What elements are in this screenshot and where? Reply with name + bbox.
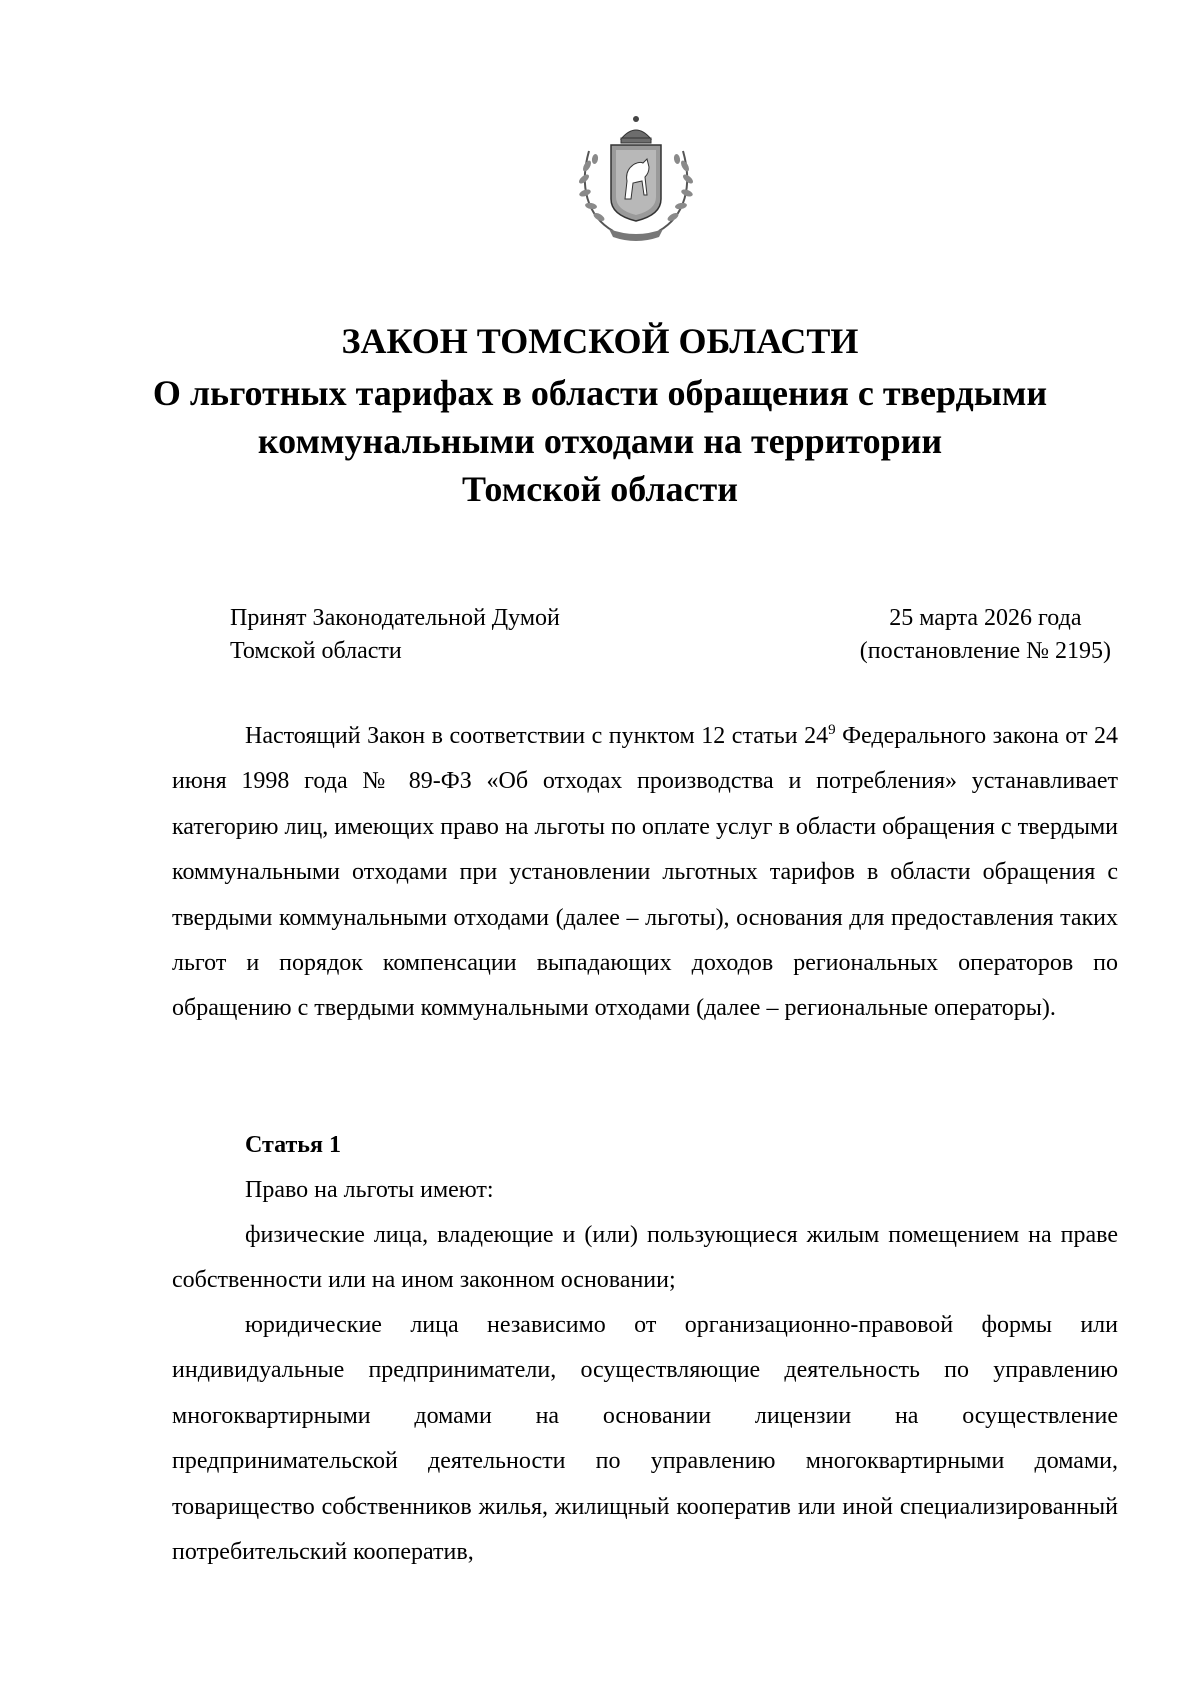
article-paragraph: физические лица, владеющие и (или) пользующиеся жилым помещением на праве собственности или на ином законном основании;	[172, 1222, 1118, 1294]
tomsk-oblast-coat-of-arms-icon	[569, 111, 703, 245]
preamble-paragraph	[172, 714, 1118, 1032]
adopted-by-line: Томской области	[230, 638, 402, 664]
law-title: ЗАКОН ТОМСКОЙ ОБЛАСТИ	[341, 321, 859, 361]
preamble-text-end: Федерального закона от 24 июня 1998 года № 89-ФЗ «Об отходах производства и потребления» устанавливает категорию лиц, имеющих право на льготы по оплате услуг в области обращения с твердыми коммунальными отходами при установлении льготных тарифов в области обращения с твердыми коммунальными отходами (далее – льготы), основания для предоставления таких льгот и порядок компенсации выпадающих доходов региональных операторов по обращению с твердыми коммунальными отходами (далее – региональные операторы).	[172, 723, 1118, 1022]
article-heading: Статья 1	[245, 1132, 341, 1158]
adopted-by-line: Принят Законодательной Думой	[230, 605, 560, 631]
adoption-date	[860, 602, 1111, 668]
preamble-text-start: Настоящий Закон в соответствии с пунктом 12 статьи 24	[245, 723, 829, 749]
article-superscript: 9	[828, 722, 836, 738]
article-paragraph: Право на льготы имеют:	[245, 1177, 494, 1203]
law-subtitle-line: Томской области	[462, 469, 738, 509]
resolution-number-line: (постановление № 2195)	[859, 638, 1111, 664]
adopted-by	[230, 602, 560, 668]
adoption-date-line: 25 марта 2026 года	[889, 605, 1082, 631]
law-subtitle	[0, 369, 1200, 513]
article-paragraph: юридические лица независимо от организационно-правовой формы или индивидуальные предприниматели, осуществляющие деятельность по управлению многоквартирными домами на основании лицензии на осуществление предпринимательской деятельности по управлению многоквартирными домами, товарищество собственников жилья, жилищный кооператив или иной специализированный потребительский кооператив,	[172, 1312, 1118, 1566]
law-subtitle-line: коммунальными отходами на территории	[257, 421, 943, 461]
law-subtitle-line: О льготных тарифах в области обращения с твердыми	[152, 373, 1048, 413]
